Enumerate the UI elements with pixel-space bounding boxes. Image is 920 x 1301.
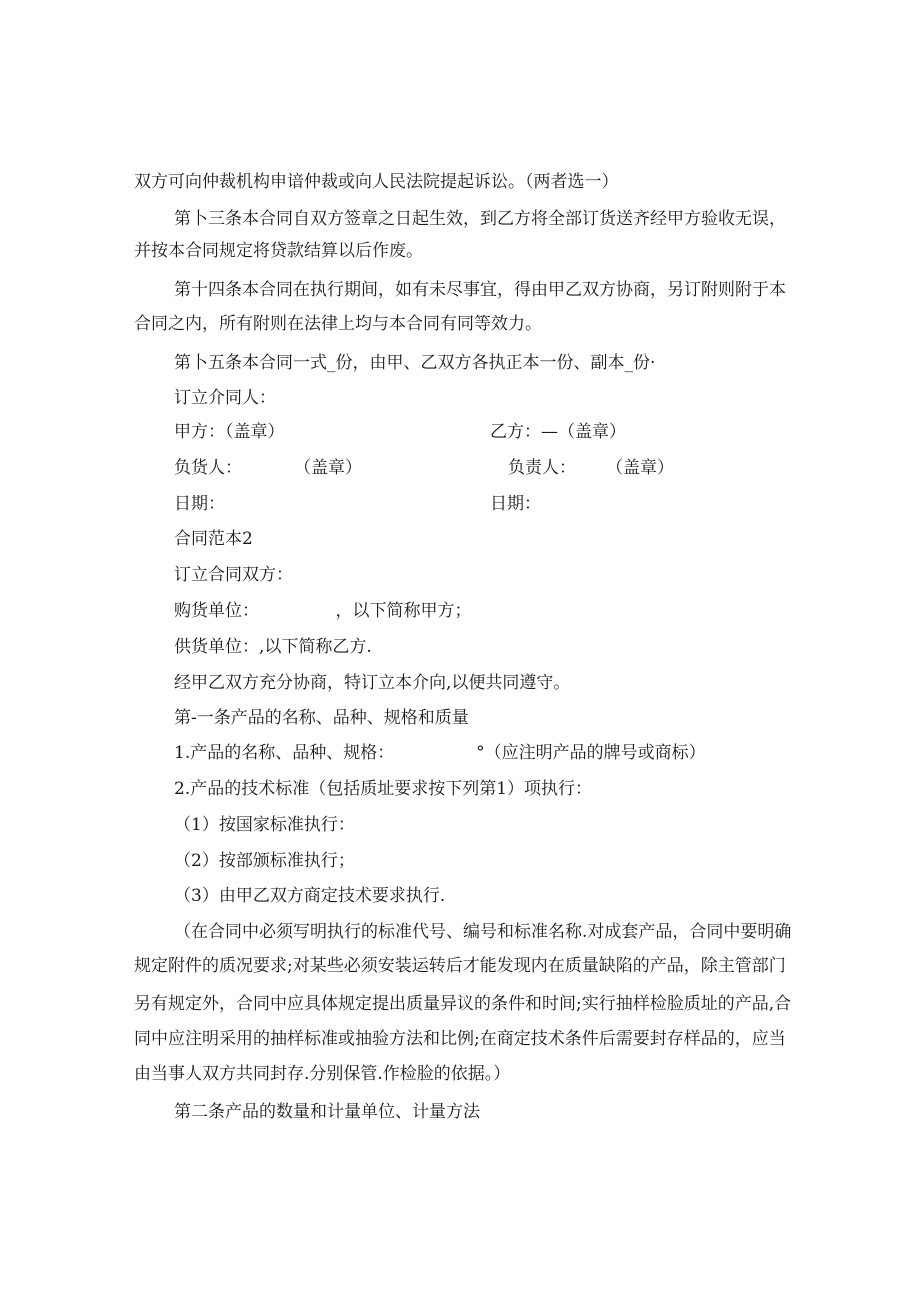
text-line: 同中应注明采用的抽样标准或抽验方法和比例;在商定技术条件后需要封存样品的，应当	[134, 1029, 786, 1049]
party-a-seal: 甲方：（盖章）	[174, 422, 285, 442]
text-line: 订立介同人：	[174, 388, 276, 408]
text-line: 第卜三条本合同自双方签章之日起生效，到乙方将全部订货送齐经甲方验收无误，	[174, 209, 786, 229]
text-line: （1）按国家标准执行：	[174, 815, 355, 835]
text-line: 双方可向仲裁机构申谙仲裁或向人民法院提起诉讼。（两者选一）	[134, 172, 619, 192]
text-line: 并按本合同规定将贷款结算以后作废。	[134, 241, 423, 261]
text-line: 经甲乙双方充分协商，特订立本介向,以便共同遵守。	[174, 673, 571, 693]
text-line: 合同之内，所有附则在法律上均与本合同有同等效力。	[134, 314, 542, 334]
rep-b-seal: （盖章）	[606, 458, 674, 478]
text-line: 第-一条产品的名称、品种、规格和质量	[174, 708, 469, 728]
text-line: （3）由甲乙双方商定技术要求执行.	[174, 886, 446, 906]
text-line: 订立合同双方：	[174, 565, 293, 585]
text-line: （在合同中必须写明执行的标准代号、编号和标准名称.对成套产品，合同中要明确	[174, 922, 792, 942]
text-line: 规定附件的质况要求;对某些必须安装运转后才能发现内在质量缺陷的产品，除主管部门	[134, 956, 786, 976]
text-line: 2.产品的技术标准（包括质址要求按下列第1）项执行：	[174, 779, 593, 799]
text-line: 1.产品的名称、品种、规格： °（应注明产品的牌号或商标）	[174, 743, 706, 763]
rep-a-seal: （盖章）	[294, 458, 362, 478]
text-line: 第十四条本合同在执行期间，如有未尽事宜，得由甲乙双方协商，另订附则附于本	[174, 280, 786, 300]
text-line: 第二条产品的数量和计量单位、计量方法	[174, 1102, 480, 1122]
text-line: 第卜五条本合同一式_份，由甲、乙双方各执正本一份、副本_份·	[174, 353, 656, 373]
text-line: （2）按部颁标准执行；	[174, 851, 355, 871]
section-title: 合同范本2	[174, 529, 253, 549]
text-line: 购货单位： ，以下简称甲方；	[174, 601, 472, 621]
rep-b-label: 负责人：	[508, 458, 576, 478]
text-line: 由当事人双方共同封存.分别保管.作检脸的依据。）	[134, 1064, 511, 1084]
party-b-seal: 乙方：—（盖章）	[490, 422, 626, 442]
text-line: 另有规定外，合同中应具体规定提出质量异议的条件和时间;实行抽样检脸质址的产品,合	[134, 994, 792, 1014]
rep-a-label: 负货人：	[174, 458, 242, 478]
date-a: 日期：	[174, 494, 225, 514]
text-line: 供货单位：,以下简称乙方.	[174, 637, 372, 657]
date-b: 日期：	[490, 494, 541, 514]
